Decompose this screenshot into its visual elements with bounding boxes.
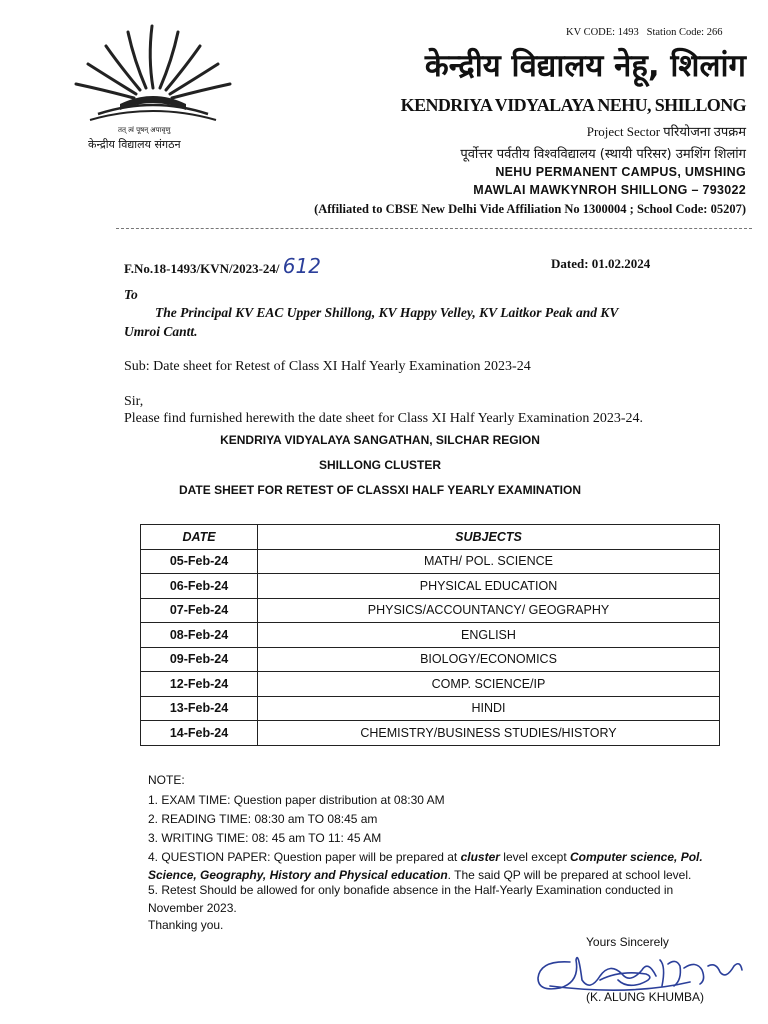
table-row [141, 574, 720, 599]
row-subject: CHEMISTRY/BUSINESS STUDIES/HISTORY [258, 721, 720, 746]
file-number-handwritten: 612 [282, 254, 321, 278]
row-date: 12-Feb-24 [141, 672, 258, 697]
sheet-heading-cluster: SHILLONG CLUSTER [319, 458, 441, 472]
header-divider [116, 228, 752, 229]
campus-address: NEHU PERMANENT CAMPUS, UMSHING [495, 165, 746, 179]
table-row [141, 672, 720, 697]
note-qp-cluster: cluster [460, 850, 500, 864]
row-date: 13-Feb-24 [141, 696, 258, 721]
kv-code-text: KV CODE: 1493 [566, 27, 639, 38]
row-date: 06-Feb-24 [141, 574, 258, 599]
note-reading-time: 2. READING TIME: 08:30 am TO 08:45 am [148, 812, 378, 826]
row-date: 05-Feb-24 [141, 549, 258, 574]
date-sheet-table [140, 524, 720, 746]
row-subject: PHYSICS/ACCOUNTANCY/ GEOGRAPHY [258, 598, 720, 623]
note-qp-text-a: 4. QUESTION PAPER: Question paper will be prepared at [148, 850, 461, 864]
file-number-text: F.No.18-1493/KVN/2023-24/ [124, 261, 280, 276]
letter-body: Please find furnished herewith the date sheet for Class XI Half Yearly Examination 2023-24. [124, 411, 644, 426]
col-header-date: DATE [141, 525, 258, 550]
table-row [141, 598, 720, 623]
row-date: 08-Feb-24 [141, 623, 258, 648]
thanking-you: Thanking you. [148, 918, 224, 932]
kv-code [566, 27, 722, 38]
row-subject: PHYSICAL EDUCATION [258, 574, 720, 599]
table-row [141, 549, 720, 574]
table-row [141, 623, 720, 648]
table-row [141, 721, 720, 746]
closing: Yours Sincerely [586, 935, 669, 949]
recipient-line-2: Umroi Cantt. [124, 324, 198, 339]
to-label: To [124, 287, 138, 302]
row-subject: HINDI [258, 696, 720, 721]
hindi-address: पूर्वोत्तर पर्वतीय विश्वविद्यालय (स्थायी परिसर) उमशिंग शिलांग [460, 147, 746, 162]
city-address: MAWLAI MAWKYNROH SHILLONG – 793022 [473, 183, 746, 197]
recipient-line-1: The Principal KV EAC Upper Shillong, KV Happy Velley, KV Laitkor Peak and KV [155, 305, 619, 320]
row-subject: COMP. SCIENCE/IP [258, 672, 720, 697]
note-qp-text-c: level except [499, 850, 570, 864]
table-row [141, 696, 720, 721]
sheet-heading-title: DATE SHEET FOR RETEST OF CLASSXI HALF YEARLY EXAMINATION [178, 483, 582, 497]
row-date: 09-Feb-24 [141, 647, 258, 672]
table-header-row [141, 525, 720, 550]
logo-motto: तत् त्वं पूषन् अपावृणु [118, 126, 171, 134]
row-date: 07-Feb-24 [141, 598, 258, 623]
note-retest-cont: November 2023. [148, 901, 237, 915]
sheet-heading-region: KENDRIYA VIDYALAYA SANGATHAN, SILCHAR REGION [220, 433, 540, 447]
note-qp-subjects-a: Computer science, Pol. [570, 850, 703, 864]
school-name-english: KENDRIYA VIDYALAYA NEHU, SHILLONG [400, 95, 746, 115]
note-title: NOTE: [148, 773, 185, 787]
school-name-hindi: केन्द्रीय विद्यालय नेहू, शिलांग [424, 48, 746, 84]
dated: Dated: 01.02.2024 [551, 256, 651, 271]
note-question-paper-cont [148, 868, 691, 882]
kvs-logo [68, 18, 238, 128]
row-subject: BIOLOGY/ECONOMICS [258, 647, 720, 672]
station-code-text: Station Code: 266 [646, 27, 723, 38]
signatory-name: (K. ALUNG KHUMBA) [586, 990, 705, 1004]
note-exam-time: 1. EXAM TIME: Question paper distribution at 08:30 AM [148, 793, 445, 807]
row-date: 14-Feb-24 [141, 721, 258, 746]
file-number [124, 254, 321, 278]
col-header-subjects: SUBJECTS [258, 525, 720, 550]
row-subject: ENGLISH [258, 623, 720, 648]
note-qp-subjects-b: Science, Geography, History and Physical education [148, 868, 448, 882]
affiliation-line: (Affiliated to CBSE New Delhi Vide Affiliation No 1300004 ; School Code: 05207) [314, 202, 746, 216]
note-retest: 5. Retest Should be allowed for only bonafide absence in the Half-Yearly Examination conducted in [148, 883, 674, 897]
project-sector: Project Sector परियोजना उपक्रम [586, 124, 746, 139]
salutation: Sir, [124, 394, 144, 409]
subject-line: Sub: Date sheet for Retest of Class XI Half Yearly Examination 2023-24 [124, 359, 531, 374]
row-subject: MATH/ POL. SCIENCE [258, 549, 720, 574]
logo-org-name: केन्द्रीय विद्यालय संगठन [88, 138, 181, 151]
note-writing-time: 3. WRITING TIME: 08: 45 am TO 11: 45 AM [148, 831, 382, 845]
note-qp-text-f: . The said QP will be prepared at school level. [447, 868, 692, 882]
note-question-paper [148, 850, 703, 864]
table-row [141, 647, 720, 672]
